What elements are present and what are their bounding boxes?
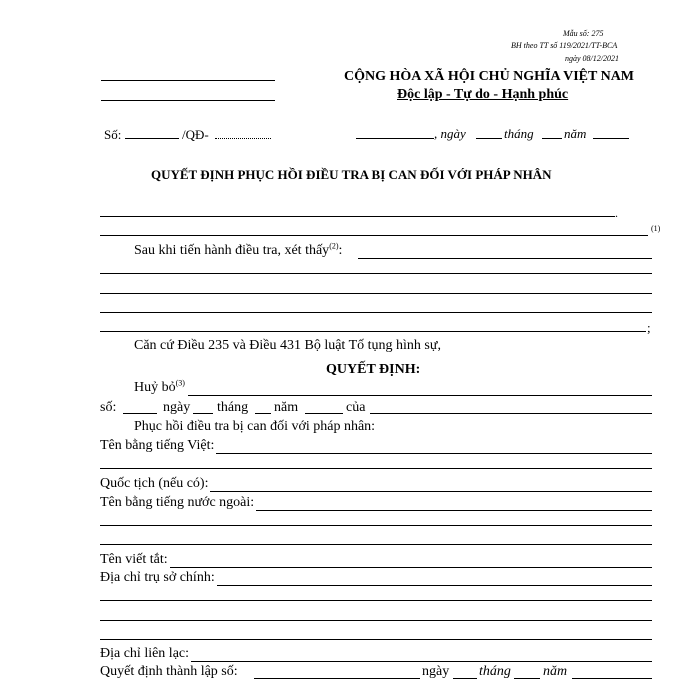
reason-line-3[interactable] (100, 312, 652, 313)
ten-viet-tat-row (100, 552, 652, 568)
place-field[interactable] (356, 138, 434, 139)
dia-chi-lien-lac-row (100, 646, 652, 662)
country-name: CỘNG HÒA XÃ HỘI CHỦ NGHĨA VIỆT NAM (344, 69, 635, 84)
cua-label: của (346, 400, 366, 415)
ten-nuoc-ngoai-line-2[interactable] (100, 525, 652, 526)
so-label: Số: (104, 127, 122, 142)
ten-viet-row (100, 438, 652, 454)
dia-chi-tru-so-line-4[interactable] (100, 639, 652, 640)
reason-line-1[interactable] (100, 273, 652, 274)
title-line-2[interactable] (100, 235, 648, 236)
nam-field-2[interactable] (305, 413, 343, 414)
title-line-1-dot: . (615, 206, 618, 220)
form-code-line1: Mẫu số: 275 (563, 29, 604, 38)
footnote-2: (2) (329, 241, 339, 251)
so-field-2[interactable] (123, 413, 157, 414)
ten-nuoc-ngoai-label: Tên bằng tiếng nước ngoài: (100, 495, 255, 510)
qd-thanh-lap-label: Quyết định thành lập số: (100, 664, 238, 679)
thang-label-2: tháng (217, 400, 249, 415)
document-title: QUYẾT ĐỊNH PHỤC HỒI ĐIỀU TRA BỊ CAN ĐỐI VỚI PHÁP NHÂN (151, 167, 552, 182)
ten-nuoc-ngoai-row (100, 495, 652, 511)
sau-khi-colon: : (338, 243, 343, 258)
footnote-3: (3) (175, 378, 185, 388)
huy-bo-row (100, 380, 652, 396)
phuc-hoi-text: Phục hồi điều tra bị can đối với pháp nhân: (134, 419, 376, 434)
dia-chi-tru-so-label: Địa chỉ trụ sở chính: (100, 570, 215, 585)
qd-thanh-lap-thang-field[interactable] (514, 678, 540, 679)
huy-bo-field[interactable] (188, 395, 652, 396)
sau-khi-row (100, 243, 652, 259)
form-code-line3: ngày 08/12/2021 (565, 54, 619, 63)
qd-thanh-lap-nam: năm (543, 664, 568, 679)
qd-thanh-lap-ngay: ngày (422, 664, 450, 679)
footnote-1: (1) (651, 224, 661, 233)
qd-thanh-lap-field[interactable] (254, 678, 420, 679)
sau-khi-field[interactable] (358, 258, 652, 259)
ngay-field-2[interactable] (193, 413, 213, 414)
qd-label: /QĐ- (182, 127, 209, 142)
reason-line-2[interactable] (100, 293, 652, 294)
so-label-2: số: (100, 400, 117, 415)
cua-field[interactable] (370, 413, 652, 414)
ten-viet-tat-label: Tên viết tắt: (100, 552, 168, 567)
dia-chi-tru-so-row (100, 570, 652, 586)
ten-nuoc-ngoai-line-3[interactable] (100, 544, 652, 545)
motto: Độc lập - Tự do - Hạnh phúc (397, 87, 569, 102)
form-code-line2: BH theo TT số 119/2021/TT-BCA (511, 41, 618, 50)
year-field[interactable] (593, 138, 629, 139)
title-line-1[interactable] (100, 216, 615, 217)
reason-line-4[interactable] (100, 331, 646, 332)
ten-viet-line-2[interactable] (100, 468, 652, 469)
so-field[interactable] (125, 138, 179, 139)
can-cu-text: Căn cứ Điều 235 và Điều 431 Bộ luật Tố tụng hình sự, (134, 338, 441, 353)
huy-bo-label: Huỷ bỏ (134, 380, 176, 395)
dia-chi-tru-so-line-2[interactable] (100, 600, 652, 601)
dia-chi-tru-so-line-3[interactable] (100, 620, 652, 621)
nam-label-2: năm (274, 400, 299, 415)
sau-khi-label: Sau khi tiến hành điều tra, xét thấy (134, 243, 330, 258)
agency-line-1[interactable] (101, 80, 275, 81)
dia-chi-lien-lac-label: Địa chỉ liên lạc: (100, 646, 190, 661)
qd-field[interactable] (215, 138, 271, 139)
ngay-label-2: ngày (163, 400, 191, 415)
ngay-label: , ngày (434, 126, 466, 141)
quoc-tich-label: Quốc tịch (nếu có): (100, 476, 209, 491)
qd-thanh-lap-thang: tháng (479, 664, 511, 679)
month-field[interactable] (542, 138, 562, 139)
quoc-tich-row (100, 476, 652, 492)
day-field[interactable] (476, 138, 502, 139)
agency-line-2[interactable] (101, 100, 275, 101)
ten-viet-label: Tên bằng tiếng Việt: (100, 438, 215, 453)
thang-field-2[interactable] (255, 413, 271, 414)
qd-thanh-lap-ngay-field[interactable] (453, 678, 477, 679)
qd-thanh-lap-nam-field[interactable] (572, 678, 652, 679)
nam-label: năm (564, 126, 587, 141)
quyet-dinh-heading: QUYẾT ĐỊNH: (326, 362, 421, 377)
reason-semicolon: ; (647, 320, 651, 335)
ten-viet-tat-field[interactable] (100, 567, 652, 568)
thang-label: tháng (504, 126, 534, 141)
